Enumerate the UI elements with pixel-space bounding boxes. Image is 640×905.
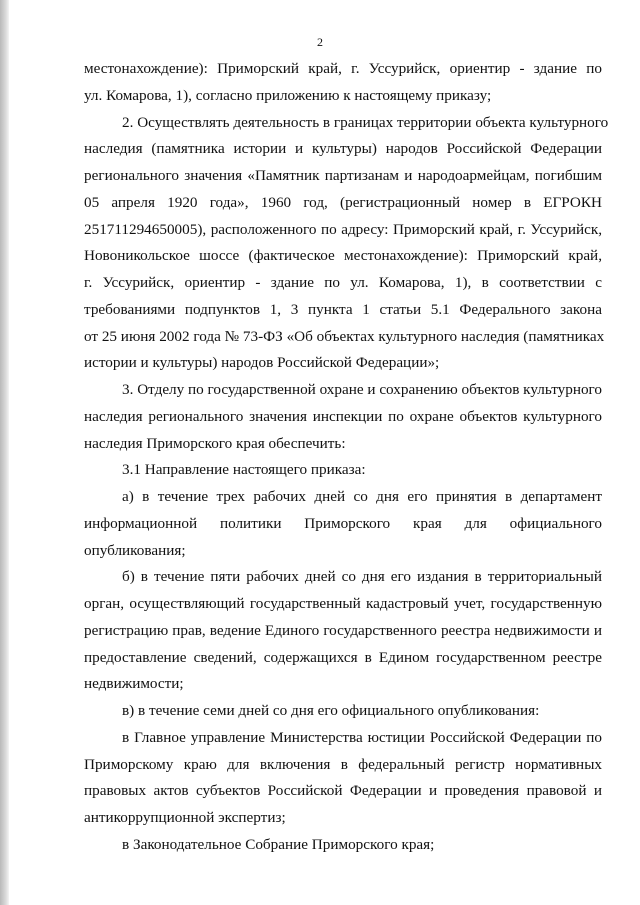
text-line: Приморскому краю для включения в федеральный регистр нормативных [84,755,602,773]
text-line: ул. Комарова, 1), согласно приложению к настоящему приказу; [84,86,492,104]
text-line: опубликования; [84,541,186,559]
paragraph [84,110,609,378]
text-line: требованиями подпунктов 1, 3 пункта 1 статьи 5.1 Федерального закона [84,300,602,318]
scan-edge-shadow [0,0,9,905]
text-line: от 25 июня 2002 года № 73-ФЗ «Об объектах культурного наследия (памятниках [84,327,605,345]
page-number: 2 [317,35,323,49]
text-line: антикоррупционной экспертиз; [84,809,286,826]
text-line: наследия (памятника истории и культуры) народов Российской Федерации [84,140,602,158]
text-line: б) в течение пяти рабочих дней со дня его издания в территориальный [122,568,602,586]
paragraph [84,377,602,457]
text-line: 2. Осуществлять деятельность в границах территории объекта культурного [122,113,609,131]
paragraph [84,564,602,698]
paragraph [84,698,602,725]
text-line: регистрацию прав, ведение Единого государственного реестра недвижимости и [84,621,602,639]
document-body [84,56,609,859]
text-line: в Главное управление Министерства юстиции Российской Федерации по [122,728,602,746]
text-line: г. Уссурийск, ориентир - здание по ул. Комарова, 1), в соответствии с [84,274,602,291]
text-line: наследия регионального значения инспекции по охране объектов культурного [84,407,602,425]
text-line: в) в течение семи дней со дня его официального опубликования: [122,702,540,719]
text-line: орган, осуществляющий государственный кадастровый учет, государственную [84,595,602,612]
text-line: 3.1 Направление настоящего приказа: [122,461,366,479]
paragraph [84,56,602,110]
text-line: а) в течение трех рабочих дней со дня его принятия в департамент [122,488,602,505]
text-line: предоставление сведений, содержащихся в Едином государственном реестре [84,648,602,666]
text-line: недвижимости; [84,675,184,693]
paragraph [84,484,602,564]
paragraph [84,725,602,832]
text-line: Новоникольское шоссе (фактическое местонахождение): Приморский край, [84,247,602,265]
text-line: правовых актов субъектов Российской Федерации и проведения правовой и [84,782,602,800]
text-line: местонахождение): Приморский край, г. Уссурийск, ориентир - здание по [84,60,602,77]
text-line: информационной политики Приморского края для официального [84,514,602,532]
paragraph [84,457,602,484]
text-line: 3. Отделу по государственной охране и сохранению объектов культурного [122,381,602,398]
text-line: 05 апреля 1920 года», 1960 год, (регистрационный номер в ЕГРОКН [84,193,602,211]
text-line: регионального значения «Памятник партизанам и народоармейцам, погибшим [84,167,602,184]
text-line: наследия Приморского края обеспечить: [84,434,346,452]
text-line: 251711294650005), расположенного по адресу: Приморский край, г. Уссурийск, [84,220,602,238]
paragraph [84,832,602,859]
text-line: в Законодательное Собрание Приморского края; [122,835,435,853]
text-line: истории и культуры) народов Российской Федерации»; [84,354,440,372]
